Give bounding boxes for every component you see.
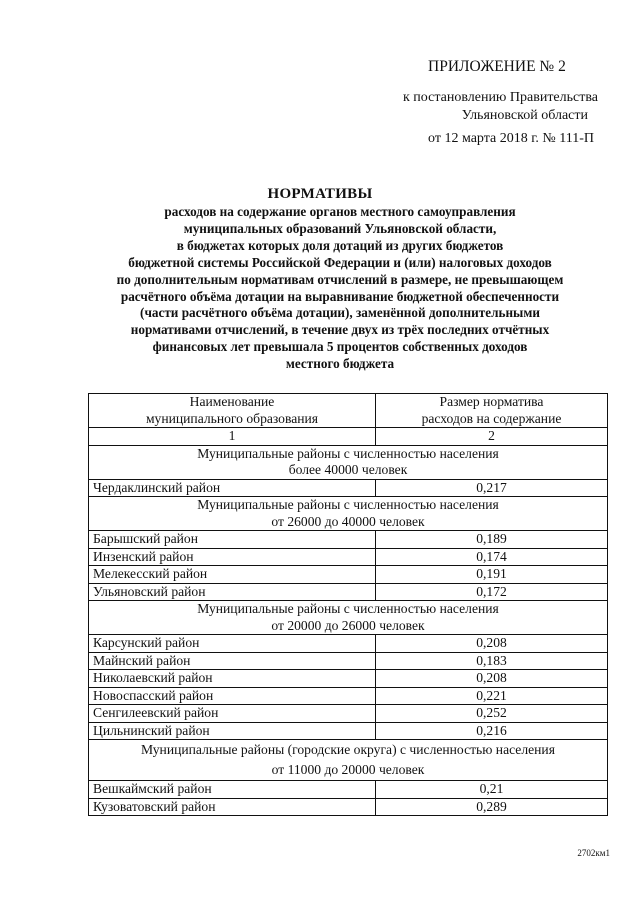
subtitle-line: расчётного объёма дотации на выравнивание бюджетной обеспеченности <box>120 288 560 304</box>
column-number: 2 <box>376 428 608 446</box>
district-name: Сенгилеевский район <box>89 705 376 723</box>
norm-value: 0,289 <box>376 798 608 816</box>
norms-table <box>88 393 608 816</box>
appendix-title: ПРИЛОЖЕНИЕ № 2 <box>428 58 566 75</box>
district-name: Мелекесский район <box>89 566 376 584</box>
subtitle-line: нормативами отчислений, в течение двух из трёх последних отчётных <box>130 322 550 338</box>
table-row <box>89 722 608 740</box>
district-name: Барышский район <box>89 531 376 549</box>
table-row <box>89 781 608 799</box>
group-title-line: более 40000 человек <box>288 462 408 477</box>
table-row <box>89 583 608 601</box>
document-code: 2702км1 <box>577 848 610 858</box>
norm-value: 0,217 <box>376 479 608 497</box>
district-name: Николаевский район <box>89 670 376 688</box>
subtitle-line: муниципальных образований Ульяновской области, <box>183 220 497 236</box>
district-name: Чердаклинский район <box>89 479 376 497</box>
group-title-line: от 26000 до 40000 человек <box>271 513 425 529</box>
district-name: Ульяновский район <box>89 583 376 601</box>
norm-value: 0,221 <box>376 687 608 705</box>
group-title-line: от 20000 до 26000 человек <box>271 617 425 633</box>
district-name: Новоспасский район <box>89 687 376 705</box>
group-title <box>89 601 608 635</box>
subtitle-line: в бюджетах которых доля дотаций из других бюджетов <box>176 237 504 253</box>
group-title <box>89 497 608 531</box>
column-number: 1 <box>89 428 376 446</box>
table-row <box>89 531 608 549</box>
column-number-row <box>89 428 608 446</box>
table-row <box>89 566 608 584</box>
col2-header-line: расходов на содержание <box>421 410 562 426</box>
norm-value: 0,252 <box>376 705 608 723</box>
group-title-line: Муниципальные районы (городские округа) с численностью населения <box>141 742 555 757</box>
district-name: Инзенский район <box>89 548 376 566</box>
table-row <box>89 652 608 670</box>
subtitle-line: по дополнительным нормативам отчислений в размере, не превышающем <box>116 271 564 287</box>
appendix-reference-line: к постановлению Правительства <box>402 90 598 105</box>
group-title-line: от 11000 до 20000 человек <box>271 762 425 777</box>
group-header-row <box>89 740 608 781</box>
norm-value: 0,208 <box>376 635 608 653</box>
norm-value: 0,208 <box>376 670 608 688</box>
group-title-line: Муниципальные районы с численностью населения <box>197 445 499 461</box>
table-row <box>89 705 608 723</box>
table-header-row <box>89 394 608 428</box>
subtitle-line: бюджетной системы Российской Федерации и (или) налоговых доходов <box>128 254 552 270</box>
subtitle-line: (части расчётного объёма дотации), заменённой дополнительными <box>140 305 540 321</box>
col1-header <box>89 394 376 428</box>
col2-header-line: Размер норматива <box>439 394 544 409</box>
district-name: Карсунский район <box>89 635 376 653</box>
norm-value: 0,191 <box>376 566 608 584</box>
col2-header <box>376 394 608 428</box>
district-name: Кузоватовский район <box>89 798 376 816</box>
norm-value: 0,172 <box>376 583 608 601</box>
table-row <box>89 798 608 816</box>
subtitle-line: местного бюджета <box>285 356 395 372</box>
district-name: Вешкаймский район <box>89 781 376 799</box>
col1-header-line: Наименование <box>189 394 275 409</box>
document-subtitle <box>70 204 610 373</box>
subtitle-line: финансовых лет превышала 5 процентов собственных доходов <box>152 339 528 355</box>
subtitle-line: расходов на содержание органов местного самоуправления <box>164 204 516 219</box>
appendix-region-line: Ульяновской области <box>461 108 588 123</box>
district-name: Майнский район <box>89 652 376 670</box>
group-title <box>89 445 608 479</box>
group-header-row <box>89 445 608 479</box>
district-name: Цильнинский район <box>89 722 376 740</box>
table-row <box>89 687 608 705</box>
group-title-line: Муниципальные районы с численностью населения <box>197 601 499 616</box>
norm-value: 0,183 <box>376 652 608 670</box>
table-row <box>89 670 608 688</box>
group-header-row <box>89 497 608 531</box>
norm-value: 0,21 <box>376 781 608 799</box>
norm-value: 0,189 <box>376 531 608 549</box>
norm-value: 0,216 <box>376 722 608 740</box>
table-row <box>89 635 608 653</box>
col1-header-line: муниципального образования <box>145 410 319 426</box>
group-title <box>89 740 608 781</box>
appendix-date-line: от 12 марта 2018 г. № 111-П <box>428 131 594 146</box>
group-title-line: Муниципальные районы с численностью населения <box>197 497 499 512</box>
norm-value: 0,174 <box>376 548 608 566</box>
table-row <box>89 479 608 497</box>
group-header-row <box>89 601 608 635</box>
table-row <box>89 548 608 566</box>
document-title: НОРМАТИВЫ <box>267 186 373 202</box>
